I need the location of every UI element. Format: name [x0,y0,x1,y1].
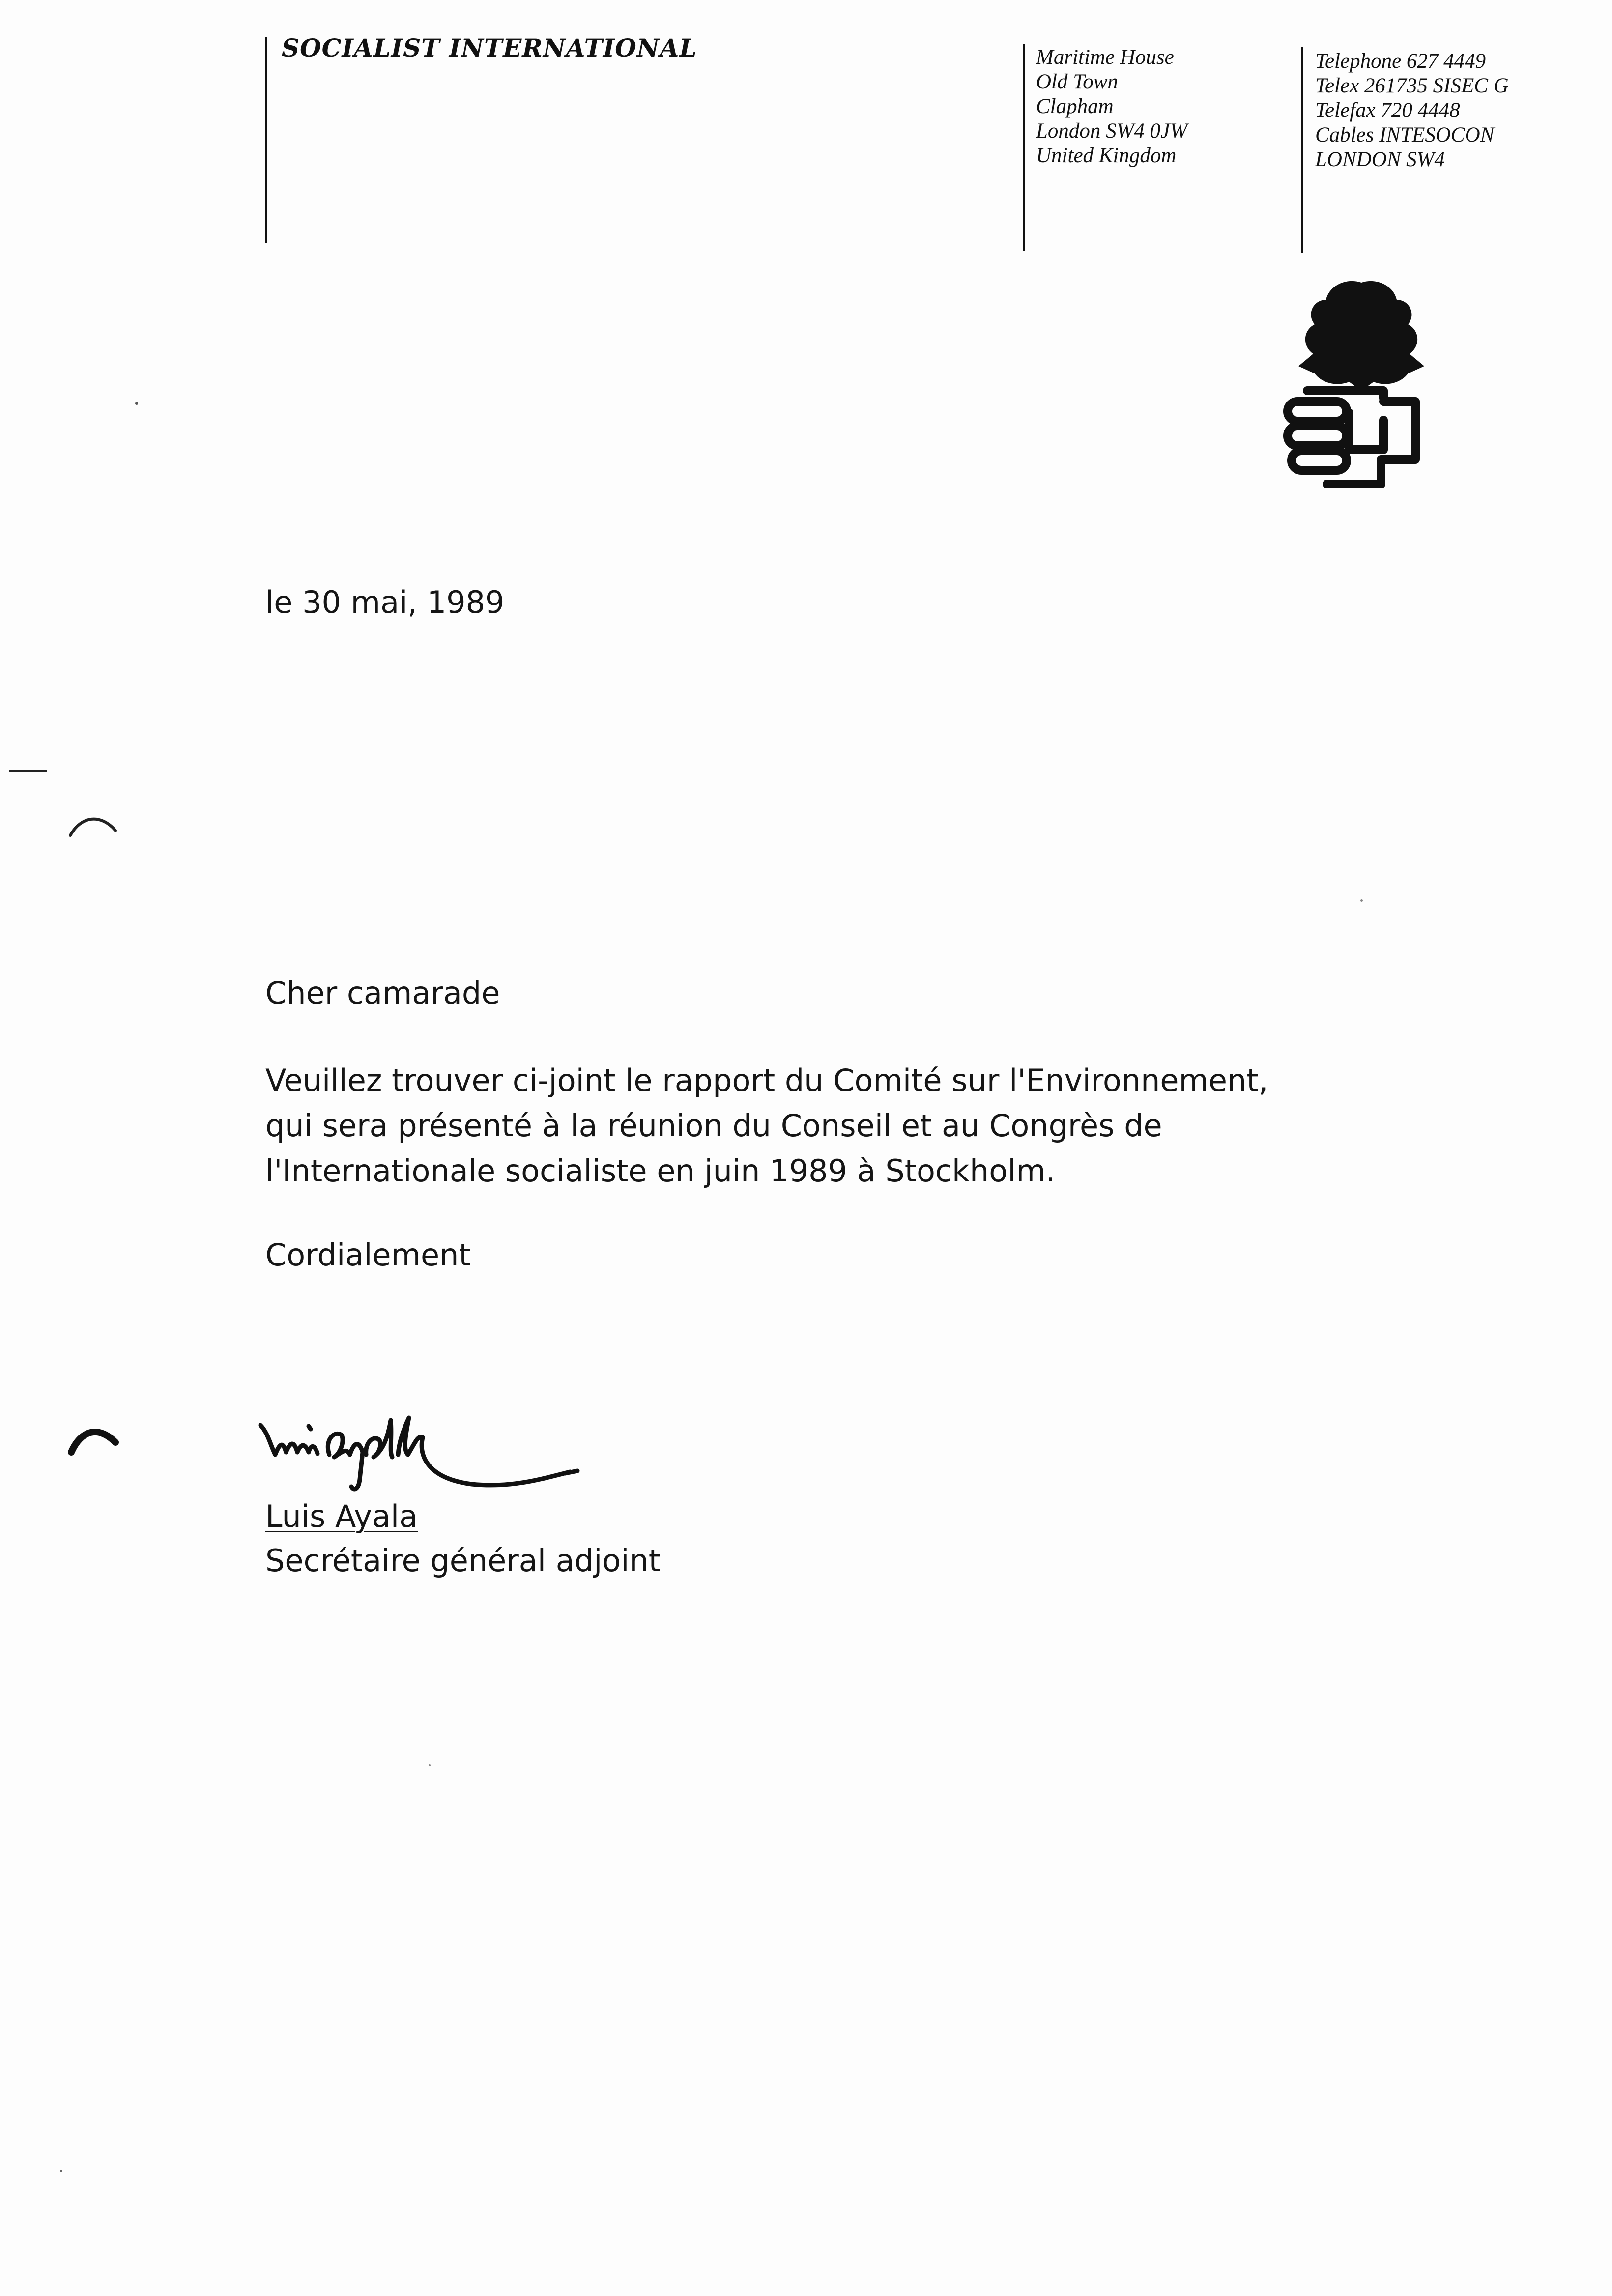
address-line: Clapham [1036,95,1114,118]
scan-dot [60,2170,62,2172]
contact-line: LONDON SW4 [1315,148,1445,171]
letter-body [265,1058,1268,1194]
address-line: United Kingdom [1036,144,1177,167]
letter-salutation: Cher camarade [265,975,500,1011]
contact-block [1315,49,1509,172]
contact-line: Telex 261735 SISEC G [1315,74,1509,97]
address-line: Maritime House [1036,46,1174,69]
letter-closing: Cordialement [265,1237,471,1273]
contact-line: Telephone 627 4449 [1315,50,1486,73]
scan-mark-dash [9,770,47,772]
letter-body-line: Veuillez trouver ci-joint le rapport du Comité sur l'Environnement, [265,1062,1268,1098]
letterhead-rule-left [265,37,267,243]
address-line: London SW4 0JW [1036,119,1188,143]
signer-title: Secrétaire général adjoint [265,1543,661,1578]
letter-body-line: qui sera présenté à la réunion du Conseil et au Congrès de [265,1108,1162,1144]
letterhead-rule-middle [1023,44,1025,251]
scan-mark-arc [66,811,120,840]
letterhead-rule-right [1301,47,1303,253]
fist-and-rose-logo-icon [1268,273,1455,499]
scan-mark-arc-bold [66,1423,120,1457]
contact-line: Telefax 720 4448 [1315,99,1460,122]
letter-body-line: l'Internationale socialiste en juin 1989 à Stockholm. [265,1153,1056,1189]
address-block [1036,45,1187,168]
letter-date: le 30 mai, 1989 [265,584,505,620]
contact-line: Cables INTESOCON [1315,123,1495,146]
address-line: Old Town [1036,70,1118,93]
organization-name: SOCIALIST INTERNATIONAL [282,33,697,62]
signer-name: Luis Ayala [265,1498,418,1534]
scan-dot [429,1764,431,1766]
scan-dot [1360,899,1363,902]
scan-dot [135,402,138,405]
